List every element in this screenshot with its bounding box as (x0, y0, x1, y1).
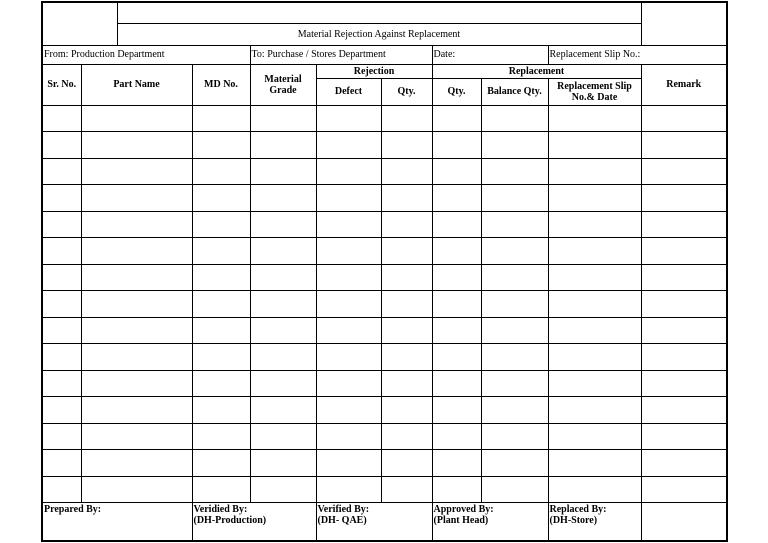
table-row (42, 450, 727, 477)
table-cell[interactable] (481, 105, 548, 132)
table-cell[interactable] (548, 450, 641, 477)
table-cell[interactable] (481, 450, 548, 477)
table-row (42, 317, 727, 344)
table-cell[interactable] (481, 211, 548, 238)
table-cell[interactable] (42, 397, 81, 424)
table-cell[interactable] (192, 158, 250, 185)
sr-no-header: Sr. No. (42, 64, 81, 105)
material-grade-header: Material Grade (250, 64, 316, 105)
table-cell[interactable] (381, 238, 432, 265)
table-row (42, 105, 727, 132)
replaced-by-label: Replaced By: (549, 504, 607, 515)
defect-header: Defect (316, 78, 381, 105)
replaced-by-cell (548, 503, 641, 541)
table-cell[interactable] (250, 291, 316, 318)
table-cell[interactable] (42, 211, 81, 238)
table-cell[interactable] (316, 344, 381, 371)
table-row (42, 476, 727, 503)
replacement-slip-date-header: Replacement Slip No.& Date (548, 78, 641, 105)
table-cell[interactable] (192, 476, 250, 503)
header-blank-cell (117, 2, 641, 23)
table-cell[interactable] (432, 370, 481, 397)
table-cell[interactable] (481, 158, 548, 185)
table-row (42, 132, 727, 159)
table-cell[interactable] (42, 344, 81, 371)
table-cell[interactable] (548, 344, 641, 371)
table-cell[interactable] (481, 370, 548, 397)
table-cell[interactable] (381, 264, 432, 291)
to-field: To: Purchase / Stores Department (250, 45, 432, 64)
table-cell[interactable] (42, 370, 81, 397)
table-cell[interactable] (192, 291, 250, 318)
table-cell[interactable] (42, 423, 81, 450)
table-cell[interactable] (481, 185, 548, 212)
table-cell[interactable] (432, 291, 481, 318)
rejection-header: Rejection (316, 64, 432, 78)
table-cell[interactable] (192, 238, 250, 265)
table-cell[interactable] (81, 211, 192, 238)
table-cell[interactable] (548, 105, 641, 132)
table-cell[interactable] (481, 238, 548, 265)
table-cell[interactable] (316, 132, 381, 159)
part-name-header: Part Name (81, 64, 192, 105)
table-cell[interactable] (432, 185, 481, 212)
table-cell[interactable] (192, 132, 250, 159)
table-cell[interactable] (381, 344, 432, 371)
verified-by-production-cell (192, 503, 316, 541)
table-cell[interactable] (641, 450, 727, 477)
table-cell[interactable] (548, 423, 641, 450)
from-field: From: Production Department (42, 45, 250, 64)
prepared-by-label: Prepared By: (44, 504, 102, 515)
table-cell[interactable] (81, 344, 192, 371)
table-cell[interactable] (432, 450, 481, 477)
table-cell[interactable] (432, 317, 481, 344)
table-cell[interactable] (548, 397, 641, 424)
table-cell[interactable] (250, 105, 316, 132)
verified-by-qae-label: Verified By: (317, 504, 370, 515)
table-cell[interactable] (641, 238, 727, 265)
table-cell[interactable] (250, 158, 316, 185)
table-cell[interactable] (192, 344, 250, 371)
verified-by-qae-role: (DH- QAE) (317, 515, 367, 526)
table-cell[interactable] (481, 476, 548, 503)
table-cell[interactable] (381, 397, 432, 424)
table-cell[interactable] (381, 370, 432, 397)
table-cell[interactable] (381, 158, 432, 185)
table-cell[interactable] (316, 238, 381, 265)
approved-by-label: Approved By: (433, 504, 494, 515)
table-cell[interactable] (641, 291, 727, 318)
table-cell[interactable] (316, 397, 381, 424)
table-cell[interactable] (250, 185, 316, 212)
table-cell[interactable] (192, 450, 250, 477)
form-title: Material Rejection Against Replacement (117, 23, 641, 45)
table-cell[interactable] (81, 397, 192, 424)
date-field: Date: (432, 45, 548, 64)
table-cell[interactable] (432, 423, 481, 450)
table-cell[interactable] (481, 264, 548, 291)
table-row (42, 211, 727, 238)
table-cell[interactable] (548, 317, 641, 344)
table-cell[interactable] (432, 105, 481, 132)
table-cell[interactable] (192, 264, 250, 291)
table-cell[interactable] (81, 476, 192, 503)
table-cell[interactable] (641, 264, 727, 291)
table-cell[interactable] (316, 158, 381, 185)
table-row (42, 158, 727, 185)
table-cell[interactable] (316, 450, 381, 477)
table-cell[interactable] (641, 370, 727, 397)
table-cell[interactable] (250, 370, 316, 397)
table-cell[interactable] (81, 185, 192, 212)
table-cell[interactable] (42, 158, 81, 185)
table-cell[interactable] (42, 132, 81, 159)
table-cell[interactable] (432, 211, 481, 238)
table-cell[interactable] (432, 158, 481, 185)
table-cell[interactable] (250, 132, 316, 159)
table-cell[interactable] (42, 317, 81, 344)
table-cell[interactable] (481, 291, 548, 318)
table-row (42, 291, 727, 318)
table-cell[interactable] (250, 476, 316, 503)
replacement-qty-header: Qty. (432, 78, 481, 105)
table-cell[interactable] (42, 264, 81, 291)
table-cell[interactable] (250, 317, 316, 344)
table-cell[interactable] (641, 158, 727, 185)
data-rows (42, 105, 727, 503)
md-no-header: MD No. (192, 64, 250, 105)
table-cell[interactable] (316, 264, 381, 291)
table-cell[interactable] (316, 317, 381, 344)
table-cell[interactable] (42, 238, 81, 265)
replacement-header: Replacement (432, 64, 641, 78)
table-cell[interactable] (316, 105, 381, 132)
table-cell[interactable] (381, 105, 432, 132)
table-cell[interactable] (250, 397, 316, 424)
table-cell[interactable] (81, 370, 192, 397)
table-cell[interactable] (432, 476, 481, 503)
signature-blank-cell (641, 503, 727, 541)
table-cell[interactable] (192, 317, 250, 344)
table-cell[interactable] (641, 344, 727, 371)
table-cell[interactable] (81, 423, 192, 450)
table-cell[interactable] (192, 105, 250, 132)
table-cell[interactable] (42, 450, 81, 477)
replacement-slip-field: Replacement Slip No.: (548, 45, 727, 64)
table-cell[interactable] (250, 450, 316, 477)
table-cell[interactable] (381, 132, 432, 159)
table-row (42, 264, 727, 291)
table-cell[interactable] (192, 370, 250, 397)
table-cell[interactable] (250, 344, 316, 371)
table-cell[interactable] (81, 291, 192, 318)
rejection-form-table (41, 1, 728, 542)
table-cell[interactable] (481, 397, 548, 424)
table-cell[interactable] (316, 423, 381, 450)
verified-by-qae-cell (316, 503, 432, 541)
table-cell[interactable] (192, 211, 250, 238)
table-cell[interactable] (548, 238, 641, 265)
table-row (42, 370, 727, 397)
table-row (42, 238, 727, 265)
table-cell[interactable] (81, 132, 192, 159)
table-cell[interactable] (548, 370, 641, 397)
header-right-cell (641, 2, 727, 45)
table-cell[interactable] (316, 291, 381, 318)
table-cell[interactable] (481, 344, 548, 371)
table-cell[interactable] (381, 317, 432, 344)
verified-by-production-label: Veridied By: (193, 504, 248, 515)
table-row (42, 397, 727, 424)
approved-by-role: (Plant Head) (433, 515, 489, 526)
balance-qty-header: Balance Qty. (481, 78, 548, 105)
table-cell[interactable] (192, 397, 250, 424)
table-cell[interactable] (381, 476, 432, 503)
table-cell[interactable] (250, 264, 316, 291)
table-cell[interactable] (81, 105, 192, 132)
table-cell[interactable] (432, 344, 481, 371)
remark-header: Remark (641, 64, 727, 105)
table-cell[interactable] (432, 397, 481, 424)
table-cell[interactable] (316, 476, 381, 503)
table-cell[interactable] (42, 105, 81, 132)
table-cell[interactable] (250, 211, 316, 238)
table-cell[interactable] (192, 185, 250, 212)
table-cell[interactable] (250, 238, 316, 265)
table-cell[interactable] (481, 317, 548, 344)
table-row (42, 344, 727, 371)
table-cell[interactable] (81, 450, 192, 477)
table-cell[interactable] (432, 238, 481, 265)
table-cell[interactable] (548, 291, 641, 318)
table-cell[interactable] (42, 476, 81, 503)
table-cell[interactable] (641, 423, 727, 450)
signature-section (42, 503, 727, 541)
table-cell[interactable] (81, 264, 192, 291)
table-cell[interactable] (548, 158, 641, 185)
table-cell[interactable] (548, 132, 641, 159)
table-cell[interactable] (81, 238, 192, 265)
table-cell[interactable] (316, 370, 381, 397)
table-row (42, 185, 727, 212)
table-cell[interactable] (192, 423, 250, 450)
form-header (42, 2, 727, 105)
table-cell[interactable] (641, 211, 727, 238)
table-cell[interactable] (548, 185, 641, 212)
table-cell[interactable] (381, 185, 432, 212)
table-cell[interactable] (481, 423, 548, 450)
rejection-qty-header: Qty. (381, 78, 432, 105)
table-cell[interactable] (432, 264, 481, 291)
table-cell[interactable] (641, 476, 727, 503)
table-cell[interactable] (641, 185, 727, 212)
table-cell[interactable] (250, 423, 316, 450)
table-cell[interactable] (42, 185, 81, 212)
table-cell[interactable] (548, 264, 641, 291)
prepared-by-cell (42, 503, 192, 541)
replaced-by-role: (DH-Store) (549, 515, 598, 526)
table-cell[interactable] (81, 158, 192, 185)
table-cell[interactable] (641, 317, 727, 344)
table-cell[interactable] (432, 132, 481, 159)
table-cell[interactable] (548, 476, 641, 503)
table-row (42, 423, 727, 450)
logo-cell (42, 2, 117, 45)
table-cell[interactable] (641, 132, 727, 159)
table-cell[interactable] (81, 317, 192, 344)
table-cell[interactable] (481, 132, 548, 159)
verified-by-production-role: (DH-Production) (193, 515, 267, 526)
table-cell[interactable] (381, 423, 432, 450)
table-cell[interactable] (641, 105, 727, 132)
table-cell[interactable] (381, 450, 432, 477)
table-cell[interactable] (381, 291, 432, 318)
table-cell[interactable] (316, 211, 381, 238)
table-cell[interactable] (316, 185, 381, 212)
table-cell[interactable] (42, 291, 81, 318)
approved-by-cell (432, 503, 548, 541)
table-cell[interactable] (641, 397, 727, 424)
table-cell[interactable] (381, 211, 432, 238)
table-cell[interactable] (548, 211, 641, 238)
